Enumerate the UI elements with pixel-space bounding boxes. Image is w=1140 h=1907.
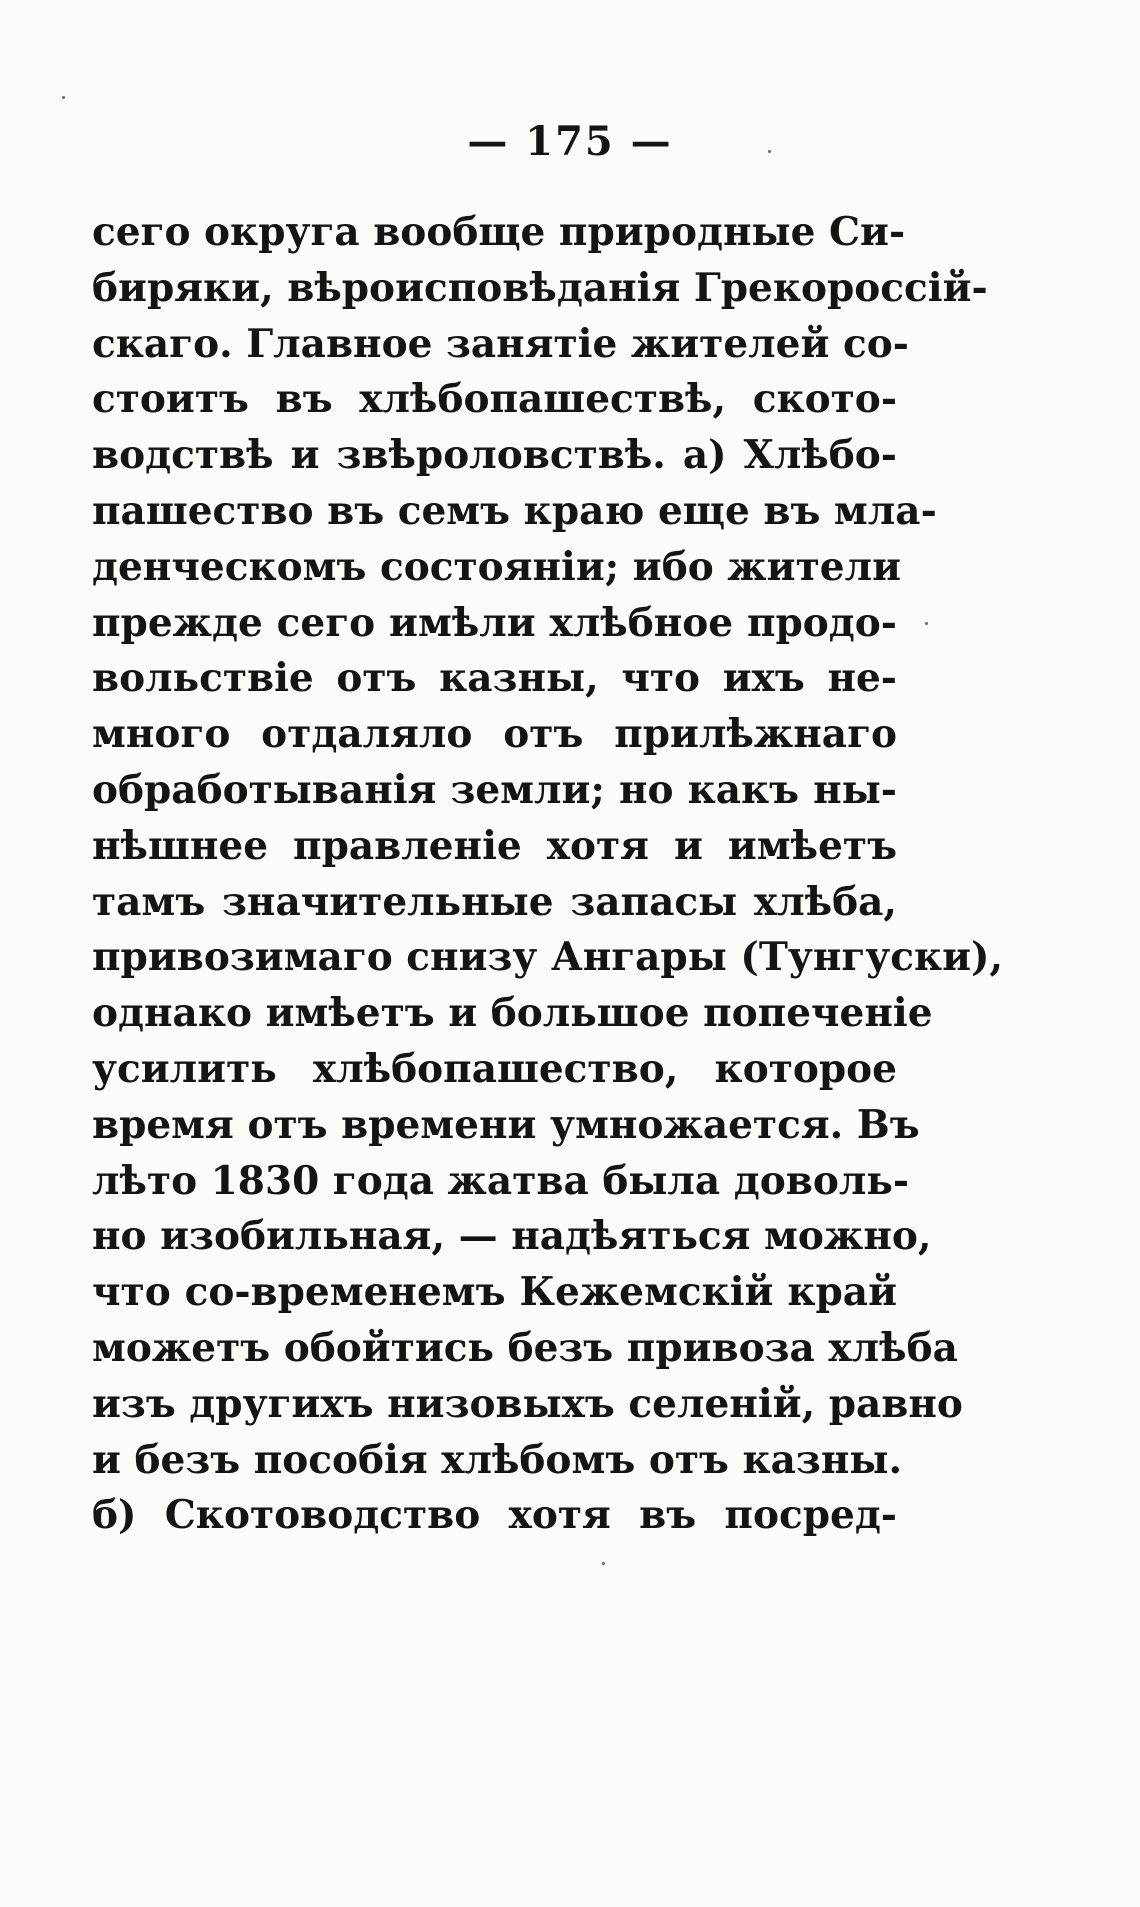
text-line: сего округа вообще природные Си- xyxy=(92,209,906,255)
text-line: много отдаляло отъ прилѣжнаго xyxy=(92,711,897,758)
text-line: б) Скотоводство хотя въ посред- xyxy=(92,1492,897,1539)
text-line: нѣшнее правленіе хотя и имѣетъ xyxy=(92,822,897,869)
text-line: время отъ времени умножается. Въ xyxy=(92,1101,920,1148)
scan-speck xyxy=(62,96,65,99)
text-line: что со-временемъ Кежемскій край xyxy=(92,1269,897,1316)
text-line: и безъ пособія хлѣбомъ отъ казны. xyxy=(92,1436,903,1483)
body-text xyxy=(92,205,1004,1544)
text-line: привозимаго снизу Ангары (Тунгуски), xyxy=(92,934,1004,981)
text-line: вольствіе отъ казны, что ихъ не- xyxy=(92,655,897,702)
text-line: пашество въ семъ краю еще въ мла- xyxy=(92,487,937,534)
text-line: обработыванія земли; но какъ ны- xyxy=(92,766,897,813)
text-line: можетъ обойтись безъ привоза хлѣба xyxy=(92,1324,958,1371)
text-line: усилить хлѣбопашество, которое xyxy=(92,1045,897,1092)
text-line: скаго. Главное занятіе жителей со- xyxy=(92,320,909,367)
text-line: тамъ значительные запасы хлѣба, xyxy=(92,878,897,925)
scan-speck xyxy=(925,622,928,625)
text-line: водствѣ и звѣроловствѣ. а) Хлѣбо- xyxy=(92,432,897,479)
text-line: лѣто 1830 года жатва была доволь- xyxy=(92,1157,910,1204)
scan-speck xyxy=(602,1562,605,1565)
text-line: биряки, вѣроисповѣданія Грекороссій- xyxy=(92,264,988,311)
text-line: однако имѣетъ и большое попеченіе xyxy=(92,990,933,1037)
scan-speck xyxy=(768,150,771,153)
text-line: стоитъ въ хлѣбопашествѣ, ското- xyxy=(92,376,897,423)
text-line: но изобильная, — надѣяться можно, xyxy=(92,1213,932,1260)
text-line: прежде сего имѣли хлѣбное продо- xyxy=(92,599,897,646)
text-line: изъ другихъ низовыхъ селеній, равно xyxy=(92,1380,963,1427)
text-line: денческомъ состояніи; ибо жители xyxy=(92,543,902,590)
page-number: — 175 — xyxy=(467,118,673,165)
